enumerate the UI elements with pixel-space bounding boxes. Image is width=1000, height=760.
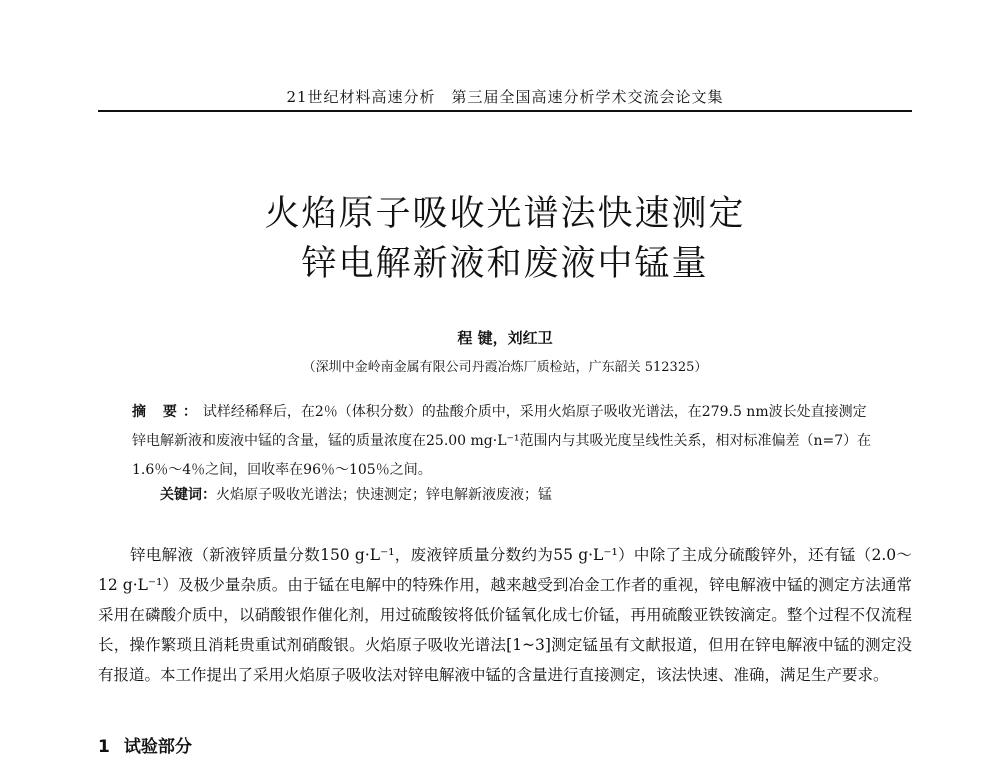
keywords bbox=[160, 484, 880, 504]
keywords-text: 火焰原子吸收光谱法；快速测定；锌电解新液废液；锰 bbox=[216, 487, 552, 503]
section-number: 1 bbox=[98, 737, 110, 757]
header-rule bbox=[98, 110, 912, 112]
title-line-2: 锌电解新液和废液中锰量 bbox=[301, 244, 709, 284]
title-line-1: 火焰原子吸收光谱法快速测定 bbox=[264, 194, 746, 234]
authors: 程 键，刘红卫 bbox=[457, 329, 553, 347]
section-heading bbox=[98, 732, 192, 757]
abstract-label: 摘 要： bbox=[132, 404, 203, 420]
keywords-label: 关键词： bbox=[160, 487, 216, 503]
running-header: 21世纪材料高速分析 第三届全国高速分析学术交流会论文集 bbox=[286, 88, 724, 106]
abstract-text: 试样经稀释后，在2％（体积分数）的盐酸介质中，采用火焰原子吸收光谱法，在279.5 nm波长处直接测定锌电解新液和废液中锰的含量，锰的质量浓度在25.00 mg·L⁻¹范围内与其吸光度呈线性关系，相对标准偏差（n=7）在1.6％～4％之间，回收率在96％～105％之间。 bbox=[132, 404, 872, 478]
abstract bbox=[132, 398, 880, 485]
body-paragraph: 锌电解液（新液锌质量分数150 g·L⁻¹，废液锌质量分数约为55 g·L⁻¹）中除了主成分硫酸锌外，还有锰（2.0～12 g·L⁻¹）及极少量杂质。由于锰在电解中的特殊作用，越来越受到冶金工作者的重视，锌电解液中锰的测定方法通常采用在磷酸介质中，以硝酸银作催化剂，用过硫酸铵将低价锰氧化成七价锰，再用硫酸亚铁铵滴定。整个过程不仅流程长，操作繁琐且消耗贵重试剂硝酸银。火焰原子吸收光谱法[1~3]测定锰虽有文献报道，但用在锌电解液中锰的测定没有报道。本工作提出了采用火焰原子吸收法对锌电解液中锰的含量进行直接测定，该法快速、准确，满足生产要求。 bbox=[98, 546, 912, 684]
affiliation: （深圳中金岭南金属有限公司丹霞冶炼厂质检站，广东韶关 512325） bbox=[302, 360, 708, 375]
section-title: 试验部分 bbox=[123, 737, 192, 757]
